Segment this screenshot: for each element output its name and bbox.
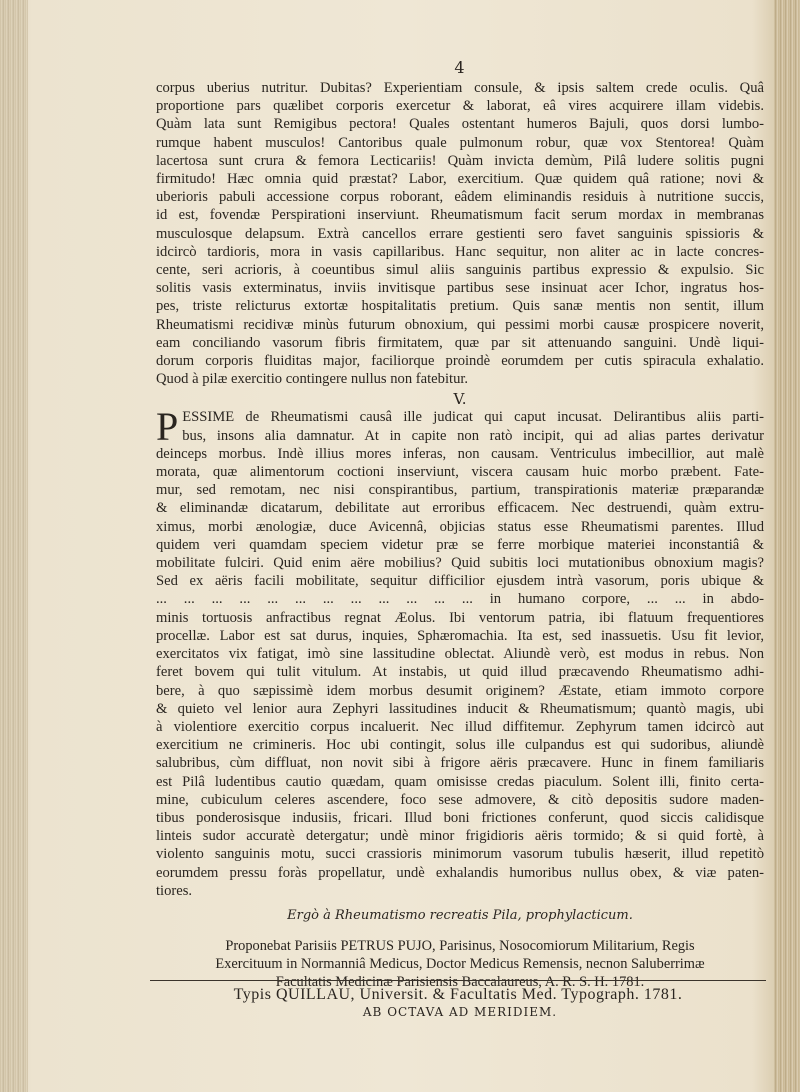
text-line: ESSIME de Rheumatismi causâ ille judicat qui caput incusat. Delirantibus aliis parti- [182, 409, 764, 426]
text-line: eorumdem pressu foràs propellatur, undè exhalandis humoribus nullus obex, & viæ paten- [156, 864, 764, 881]
page-edge [774, 0, 800, 1092]
text-line: corpus uberius nutritur. Dubitas? Experientiam consule, & ipsis saltem crede oculis. Quâ [156, 80, 764, 96]
text-line: salubribus, cùm diffluat, non novit sibi à frigore aëris præcavere. Hunc in finem familiaris [156, 755, 764, 772]
text-line: bere, à quo sæpissimè idem morbus desumit originem? Æstate, etiam immoto corpore [156, 682, 764, 699]
book-gutter [0, 0, 28, 1092]
text-line: procellæ. Labor est sat durus, inquies, Sphæromachia. Ita est, sed inassuetis. Usu fit levior, [156, 627, 764, 644]
text-line: rumque habent musculos! Cantoribus quale pulmonum robur, quæ vox Stentorea! Quàm [156, 134, 764, 151]
text-line: idcircò tardioris, mora in vasis capillaribus. Hanc sequitur, non aliter ac in lacte concres- [156, 243, 764, 260]
text-line: mine, cubiculum celeres ascendere, foco sese admovere, & citò depositis sudore maden- [156, 791, 764, 808]
text-line: minis tortuosis anfractibus regnat Æolus. Ibi ventorum patria, ibi flatuum frequentiores [156, 609, 764, 626]
text-line: linteis sudor accuratè detergatur; undè minor frigidioris aëris tormido; & si quid fortè, à [156, 828, 764, 845]
text-line: mur, sed remotam, nec nisi conspirantibus, partium, transpirationis materiæ præparandæ [156, 482, 764, 499]
text-line: tiores. [156, 882, 193, 899]
text-line: quidem veri quamdam speciem videtur præ se ferre morbique materiei inconstantiâ & [156, 536, 764, 553]
text-line: dorum corporis fluiditas major, faciliorque proindè eorumdem per cutis spiracula exhalatio. [156, 353, 764, 370]
text-line: cente, seri acrioris, à coeuntibus simul aliis sanguinis partibus expressio & expulsio. Sic [156, 262, 764, 279]
imprint [156, 937, 764, 991]
text-line: & eliminandæ dicatarum, debilitate aut erroribus efficacem. Nec destruendi, quàm extru- [156, 500, 764, 517]
text-line: ... ... ... ... ... ... ... ... ... ... ... ... in humano corpore, ... ... in abdo- [156, 591, 764, 608]
text-line: bus, insons alia damnatur. At in capite non ratò incipit, qui ad alias partes derivatur [182, 427, 764, 444]
text-line: musculosque delapsum. Extrà cancellos errare gestienti sero favet sanguinis spissioris & [156, 225, 764, 242]
text-line: eam conciliando vasorum fibris firmitatem, quæ par sit attenuando sanguini. Undè liqui- [156, 334, 764, 351]
text-line: & quieto vel lenior aura Zephyri lassitudines inducit & Rheumatismum; quantò magis, ubi [156, 700, 764, 717]
text-line: feret bovem qui tulit vitulum. At instabis, ut quid illud præcavendo Rheumatismo adhi- [156, 664, 764, 681]
text-line: est Pilâ ludentibus cautio quædam, quam omisisse credas piaculum. Solent illi, finito certa- [156, 773, 764, 790]
text-line: Quod à pilæ exercitio contingere nullus non fatebitur. [156, 371, 469, 388]
text-line: Sed ex aëris facili mobilitate, sequitur difficilior ejusdem intrà vasorum, poris ubique & [156, 573, 764, 590]
text-line: solitis vasis exterminatus, inviis invitisque partibus sese insinuat acer Ichor, ingratus hos- [156, 280, 764, 297]
text-line: Rheumatismi recidivæ minùs futurum obnoxium, qui pessimi morbi causæ prospicere noverit, [156, 316, 764, 333]
text-line: Quàm lata sunt Remigibus pectora! Quales ostentant humeros Bajuli, quos dorsi lumbo- [156, 116, 764, 133]
footer-rule [150, 980, 766, 981]
drop-cap: P [156, 404, 179, 450]
text-line: firmitudo! Hæc omnia quid præstat? Labor, exercitium. Quæ quidem quâ ratione; novi & [156, 171, 764, 188]
text-line: lacertosa sunt crura & femora Lecticariis! Quàm invicta demùm, Pilâ ludere solitis pugni [156, 152, 764, 169]
text-line: uberioris pabuli accessione corpus roborant, eâdem eliminandis residuis à nutritione succis, [156, 189, 764, 206]
text-line: ximus, morbi ænologiæ, duce Avicennâ, objicias status esse Rheumatismi parentes. Illud [156, 518, 764, 535]
text-line: exercitium ne crimineris. Hoc ubi contingit, solus ille culpandus est qui sudoribus, aliundè [156, 737, 764, 754]
text-line: exercitatos vix fatigat, imò sine lassitudine oblectat. Aliundè verò, est modus in rebus. Non [156, 646, 764, 663]
printer-line: Typis QUILLAU, Universit. & Facultatis Med. Typograph. 1781. [233, 986, 683, 1003]
text-line: tibus ponderosisque indusiis, fricari. Illud boni frictiones conferunt, quod siccis calidisque [156, 809, 764, 826]
conclusion: Ergò à Rheumatismo recreatis Pila, prophylacticum. [287, 907, 633, 923]
text-line: pes, triste relicturus extortæ hospitalitatis pretium. Quis sanæ mentis non sentit, illum [156, 298, 764, 315]
disputation-hour: AB OCTAVA AD MERIDIEM. [362, 1004, 558, 1019]
text-line: mobilitate fulciri. Quid enim aëre mobilius? Quid subitis loci mutationibus obnoxium magis? [156, 555, 764, 572]
imprint-line: Facultatis Medicinæ Parisiensis Baccalaureus, A. R. S. H. 1781. [275, 973, 645, 990]
imprint-line: Exercituum in Normanniâ Medicus, Doctor Medicus Remensis, necnon Saluberrimæ [215, 955, 705, 972]
page-number: 4 [454, 58, 466, 77]
text-line: deinceps morbus. Indè illius mores inferas, non causam. Ventriculus imbecillior, aut malè [156, 445, 764, 462]
text-line: violento sanguinis motu, succi crassioris minimorum vasorum tubulis hæserit, illud repetitò [156, 846, 764, 863]
text-line: proportione pars quælibet corporis exercetur & laborat, eâ vires acquirere illam videbis. [156, 98, 764, 115]
text-line: à violentiore exercitio corpus incaluerit. Nec illud diffitemur. Zephyrum tamen idcircò aut [156, 718, 764, 735]
paragraph-1 [156, 79, 764, 388]
text-block [156, 58, 764, 1019]
text-line: id est, fovendæ Perspirationi inserviunt. Rheumatismum facit serum mordax in membranas [156, 207, 764, 224]
imprint-line: Proponebat Parisiis PETRUS PUJO, Parisinus, Nosocomiorum Militarium, Regis [225, 937, 695, 954]
paragraph-2 [156, 404, 764, 899]
text-line: morata, quæ alimentorum coctioni inserviunt, viscera causam huic morbo præbent. Fate- [156, 464, 764, 481]
section-number: V. [453, 390, 467, 409]
